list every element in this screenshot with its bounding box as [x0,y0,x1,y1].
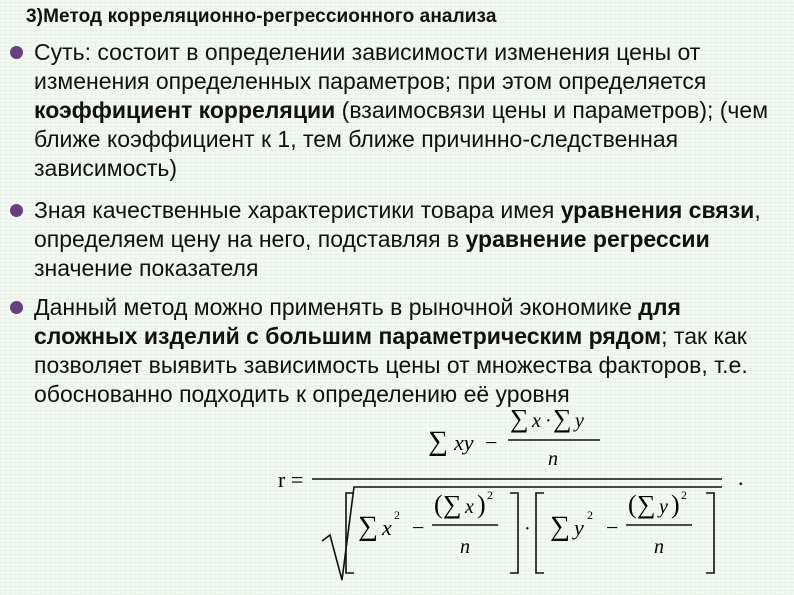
formula-x: x [382,515,392,540]
formula-xy: xy [454,430,474,455]
formula-y: y [659,496,668,518]
bullet-dot-icon [10,46,23,59]
formula-square: 2 [681,488,687,502]
bullet-text: Данный метод можно применять в рыночной экономике для сложных изделий с большим параметрическим рядом; так как позволяет выявить зависимость цены от множества факторов, т.е. обоснованно подходить к определению её уровня [34,294,748,407]
formula-lparen: ( [434,490,443,519]
bullet-dot-icon [10,204,23,217]
formula-y: y [574,515,584,540]
left-bracket-open [346,493,354,573]
formula-sum-symbol: ∑ [553,404,572,433]
formula-rparen: ) [671,490,680,519]
formula-dot: · [524,518,531,540]
right-bracket-open [536,493,544,573]
bullet-text: Суть: состоит в определении зависимости изменения цены от изменения определенных параметров; при этом определяется коэффициент корреляции (взаимосвязи цены и параметров); (чем ближе коэффициент к 1, тем ближе причинно-следственная зависимость) [34,39,769,181]
bullet-item-3 [10,293,780,409]
formula-minus: − [485,430,498,455]
formula-sum-symbol: ∑ [637,490,656,519]
formula-square: 2 [487,488,493,502]
formula-sum-symbol: ∑ [510,404,529,433]
bullet-item-1 [10,38,780,183]
formula-period: . [738,465,744,490]
formula-lhs: r = [278,467,304,492]
formula-sum-symbol: ∑ [550,511,570,542]
formula-sum-symbol: ∑ [358,511,378,542]
slide-title: 3)Метод корреляционно-регрессионного анализа [26,6,497,27]
formula-rparen: ) [477,490,486,519]
correlation-formula [270,395,760,590]
formula-minus: − [606,515,619,540]
bullet-text: Зная качественные характеристики товара имея уравнения связи, определяем цену на него, подставляя в уравнение регрессии значение показателя [34,197,761,281]
formula-y: y [575,410,584,432]
formula-n: n [654,536,664,558]
bullet-item-2 [10,196,780,283]
formula-sum-symbol: ∑ [443,490,462,519]
formula-dot: · [545,410,552,432]
formula-square: 2 [394,508,400,522]
formula-n: n [460,536,470,558]
formula-x: x [465,496,474,518]
bullet-dot-icon [10,301,23,314]
left-bracket-close [510,493,518,573]
formula-sum-symbol: ∑ [428,426,448,457]
right-bracket-close [706,493,714,573]
formula-lparen: ( [628,490,637,519]
formula-n: n [548,448,558,470]
formula-square: 2 [587,508,593,522]
formula-x: x [532,410,541,432]
formula-minus: − [412,515,425,540]
